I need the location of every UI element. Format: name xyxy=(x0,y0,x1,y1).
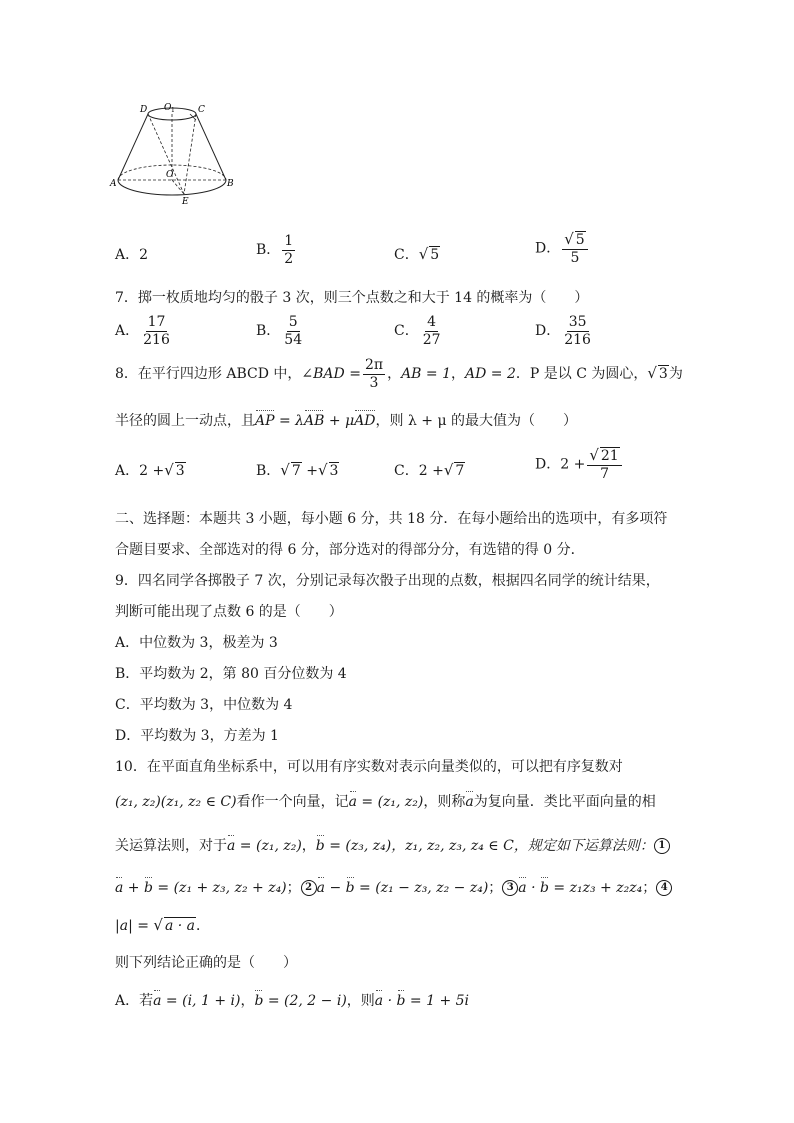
q10-line2: (z₁, z₂)(z₁, z₂ ∈ C)看作一个向量，记a = (z₁, z₂)，则称a为复向量．类比平面向量的相 xyxy=(115,794,656,810)
q9-line1: 9．四名同学各掷骰子 7 次，分别记录每次骰子出现的点数，根据四名同学的统计结果， xyxy=(115,573,660,589)
q7-option-a: A． $\frac{17}{216}$ xyxy=(115,314,170,348)
vector-ap: AP xyxy=(255,413,275,429)
vector-ad: AD xyxy=(354,413,376,429)
q9-option-d: D．平均数为 3，方差为 1 xyxy=(115,728,279,744)
label-a: A xyxy=(110,179,117,189)
q10-rules-line: a + b = (z₁ + z₃, z₂ + z₄)； 2 a − b = (z₁ − z₃, z₂ − z₄)； 3 a · b = z₁z₃ + z₂z₄； 4 xyxy=(115,877,672,897)
q6-option-c: C．√ 5 xyxy=(394,245,440,263)
circled-number: 1 xyxy=(654,838,670,854)
q8-stem-line1: 8．在平行四边形 ABCD 中，∠BAD = $\frac{2\pi}{3}$ ，AB = 1，AD = 2．P 是以 C 为圆心，√ 3为 xyxy=(115,357,683,391)
q10-line3: 关运算法则，对于a = (z₁, z₂)，b = (z₃, z₄)，z₁, z₂, z₃, z₄ ∈ C，规定如下运算法则： 1 xyxy=(115,835,670,855)
q7-option-c: C． $\frac{4}{27}$ xyxy=(394,314,441,348)
q8-option-d: D．2 + $\frac{√ 21}{7}$ xyxy=(535,448,624,481)
q8-option-a: A．2 +√ 3 xyxy=(115,461,185,479)
q10-line1: 10．在平面直角坐标系中，可以用有序实数对表示向量类似的，可以把有序复数对 xyxy=(115,759,623,775)
q9-line2: 判断可能出现了点数 6 的是（ ） xyxy=(115,604,343,620)
q10-rule4: |a| = √ a · a． xyxy=(115,916,211,934)
label-d: D xyxy=(140,105,148,115)
truncated-cone-diagram xyxy=(110,100,234,210)
q6-option-d: D． $\frac{√ 5}{5}$ xyxy=(535,232,590,265)
q9-option-a: A．中位数为 3，极差为 3 xyxy=(115,635,278,651)
section2-line2: 合题目要求、全部选对的得 6 分，部分选对的得部分分，有选错的得 0 分． xyxy=(115,542,585,558)
truncated-cone-figure xyxy=(110,100,234,214)
q10-conclude: 则下列结论正确的是（ ） xyxy=(115,955,297,971)
label-o1: O xyxy=(164,103,172,113)
q7-stem: 7．掷一枚质地均匀的骰子 3 次，则三个点数之和大于 14 的概率为（ ） xyxy=(115,290,589,306)
q9-option-c: C．平均数为 3，中位数为 4 xyxy=(115,697,293,713)
fraction: $\frac{1}{2}$ xyxy=(284,233,294,267)
fraction: $\frac{√ 5}{5}$ xyxy=(562,232,587,265)
label-o: O xyxy=(166,170,174,180)
q7-option-d: D． $\frac{35}{216}$ xyxy=(535,314,591,348)
q9-option-b: B．平均数为 2，第 80 百分位数为 4 xyxy=(115,666,347,682)
vector-ab: AB xyxy=(304,413,325,429)
q6-option-b: B． $\frac{1}{2}$ xyxy=(256,233,294,267)
q8-option-b: B．√ 7 +√ 3 xyxy=(256,461,339,479)
q8-option-c: C．2 +√ 7 xyxy=(394,461,465,479)
label-o1-sub: 1 xyxy=(171,107,175,114)
section2-line1: 二、选择题：本题共 3 小题，每小题 6 分，共 18 分．在每小题给出的选项中，有多项符 xyxy=(115,511,668,527)
label-b: B xyxy=(227,179,234,189)
label-e: E xyxy=(182,197,189,207)
q10-option-a: A．若a = (i, 1 + i)，b = (2, 2 − i)，则a · b = 1 + 5i xyxy=(115,993,470,1009)
q6-option-a: A．2 xyxy=(115,247,149,263)
q8-stem-line2: 半径的圆上一动点，且AP = λAB + μAD，则 λ + μ 的最大值为（ ） xyxy=(115,413,578,429)
q7-option-b: B． $\frac{5}{54}$ xyxy=(256,314,303,348)
label-c: C xyxy=(198,105,205,115)
